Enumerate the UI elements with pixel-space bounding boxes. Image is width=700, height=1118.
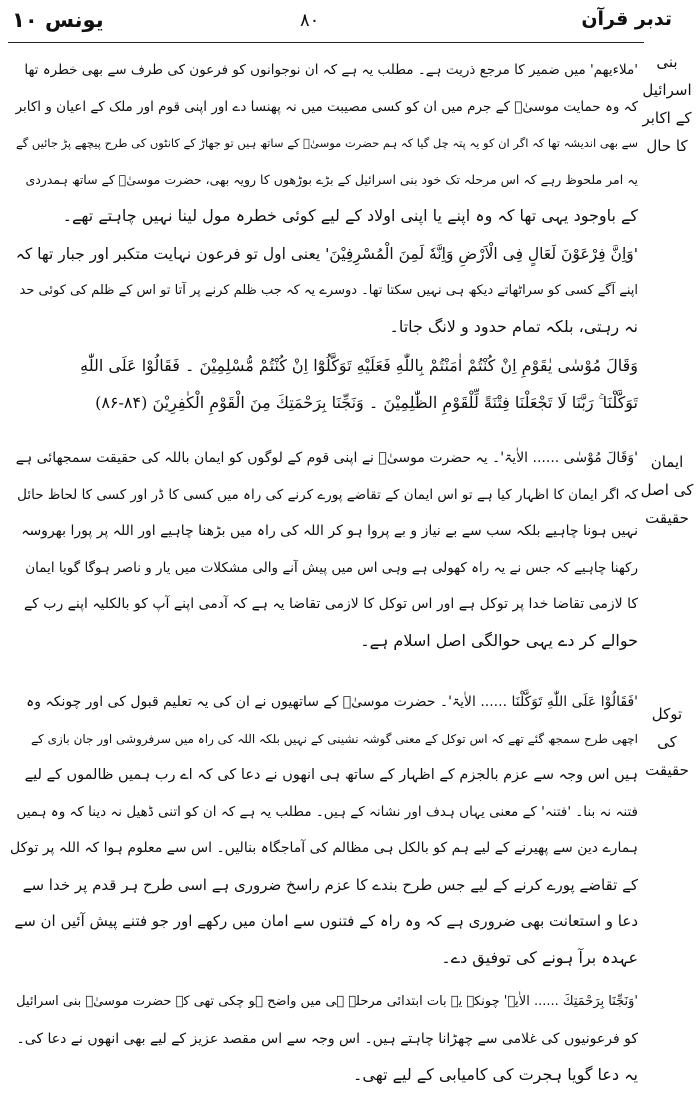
text-line: ہمارے دین سے پھیرنے کے لیے ہم کو بالکل ہی مظالم کی آماجگاہ بنالیں۔ اس سے معلوم ہوا کہ اللہ پر توکل <box>10 840 638 856</box>
text-line: اچھی طرح سمجھ گئے تھے کہ اس توکل کے معنی گوشہ نشینی کے نہیں بلکہ اللہ کی راہ میں سرفروشی اور جان بازی کے <box>31 731 638 746</box>
text-line: عہدہ برآ ہونے کی توفیق دے۔ <box>441 947 638 967</box>
text-line: کے تقاضے پورے کرنے کے لیے جس طرح بندے کا عزم راسخ ضروری ہے اسی طرح ہر قدم پر خدا سے <box>22 875 638 894</box>
paragraph-4 <box>10 440 638 659</box>
verse-line: تَوَكَّلْنَا ۚ رَبَّنَا لَا تَجْعَلْنَا فِتْنَةً لِّلْقَوْمِ الظّٰلِمِیْنَ ۔ وَنَجِّنَا بِرَحْمَتِكَ مِنَ الْقَوْمِ الْكٰفِرِیْنَ (۸۴-۸۶) <box>95 392 638 412</box>
surah-label: یونس ۱۰ <box>12 8 104 32</box>
text-line: کہ اگر ایمان کا اظہار کیا ہے تو اس ایمان کے تقاضے پورے کرنے کی راہ میں کسی کا ڈر اور کسی کا لحاظ حائل <box>17 486 638 503</box>
paragraph-1 <box>10 52 638 235</box>
page-number: ۸۰ <box>300 10 320 31</box>
text-line: 'وَنَجِّنَا بِرَحْمَتِكَ ...... الاٰیۃ' چونکہ یہ بات ابتدائی مرحلے ہی میں واضح ہو چکی تھی کہ حضرت موسیٰؑ بنی اسرائیل <box>16 994 638 1009</box>
text-line: فتنہ نہ بنا۔ 'فتنہ' کے معنی یہاں ہدف اور نشانہ کے ہیں۔ مطلب یہ ہے کہ ان کو اتنی ڈھیل نہ دینا کہ وہ ہمیں <box>16 803 638 820</box>
paragraph-2 <box>10 236 638 346</box>
text-line: کا لازمی تقاضا خدا پر توکل ہے اور اس توکل کا لازمی تقاضا یہ ہے کہ آدمی اپنے آپ کو بالکلیہ اپنے رب کے <box>23 596 638 612</box>
text-line: نہیں ہونا چاہیے بلکہ سب سے بے نیاز و بے پروا ہو کر اللہ کی راہ میں بڑھنا چاہیے اور اللہ پر پورا بھروسہ <box>21 523 638 539</box>
paragraph-5 <box>10 684 638 976</box>
margin-note-elders: بنی اسرائیل کے اکابر کا حال <box>642 53 692 155</box>
verse-line: وَقَالَ مُوْسٰی یٰقَوْمِ اِنْ كُنْتُمْ اٰمَنْتُمْ بِاللّٰهِ فَعَلَیْهِ تَوَكَّلُوْٓا اِنْ كُنْتُمْ مُّسْلِمِیْنَ ۔ فَقَالُوْا عَلَی اللّٰهِ <box>80 356 638 375</box>
text-line: اپنے آگے کسی کو سراٹھاتے دیکھ ہی نہیں سکتا تھا۔ دوسرے یہ کہ جب ظلم کرنے پر آتا تو اس کے ظلم کی کوئی حد <box>19 282 638 298</box>
text-line: رکھنا چاہیے کہ جس نے یہ راہ کھولی ہے وہی اس میں پیش آنے والی مشکلات میں یار و ناصر ہوگا گویا ایمان <box>25 559 638 576</box>
text-line: 'وَقَالَ مُوْسٰی ...... الاٰیۃ'۔ یہ حضرت موسیٰؑ نے اپنی قوم کے لوگوں کو ایمان باللہ کی حقیقت سمجھائی ہے <box>15 450 638 466</box>
text-line: 'وَاِنَّ فِرْعَوْنَ لَعَالٍ فِی الْاَرْضِ وَاِنَّهٗ لَمِنَ الْمُسْرِفِیْنَ' یعنی اول تو فرعون نہایت متکبر اور جبار تھا کہ <box>15 245 638 263</box>
text-line: کے باوجود یہی تھا کہ وہ اپنے یا اپنی اولاد کے لیے کوئی خطرہ مول لینا نہیں چاہتے تھے۔ <box>62 206 638 225</box>
header-rule <box>8 42 644 43</box>
text-line: یہ امر ملحوظ رہے کہ اس مرحلہ تک خود بنی اسرائیل کے بڑے بوڑھوں کا رویہ بھی، حضرت موسیٰؑ کے ساتھ ہمدردی <box>25 171 638 187</box>
text-line: یہ دعا گویا ہجرت کی کامیابی کے لیے تھی۔ <box>353 1065 638 1084</box>
text-line: 'فَقَالُوْا عَلَی اللّٰهِ تَوَكَّلْنَا ...... الاٰیۃ'۔ حضرت موسیٰؑ کے ساتھیوں نے ان کی یہ تعلیم قبول کی اور چونکہ وہ <box>26 694 638 710</box>
text-line: حوالے کر دے یہی حوالگی اصل اسلام ہے۔ <box>360 630 638 650</box>
paragraph-6 <box>10 984 638 1094</box>
text-line: نہ رہتی، بلکہ تمام حدود و لانگ جاتا۔ <box>389 317 638 336</box>
text-line: ہیں اس وجہ سے عزم بالجزم کے اظہار کے ساتھ ہی انھوں نے دعا کی کہ اے رب ہمیں ظالموں کے لیے <box>24 767 638 783</box>
text-line: دعا و استعانت بھی ضروری ہے کہ وہ راہ کے فتنوں سے امان میں رکھے اور جو فتنے پیش آئیں ان سے <box>14 912 638 930</box>
text-line: 'ملاءیھم' میں ضمیر کا مرجع ذریت ہے۔ مطلب یہ ہے کہ ان نوجوانوں کو فرعون کی طرف سے بھی خطرہ تھا <box>24 62 638 78</box>
verse-block <box>10 348 638 421</box>
text-line: کہ وہ حمایت موسیٰؑ کے جرم میں ان کو کسی مصیبت میں نہ پھنسا دے اور اپنی قوم اور ملک کے اعیان و اکابر <box>15 98 638 115</box>
text-line: کو فرعونیوں کی غلامی سے چھڑانا چاہتے ہیں۔ اس وجہ سے اس مقصد عزیز کے لیے بھی انھوں نے دعا کی۔ <box>16 1030 638 1047</box>
margin-note-faith: ایمان کی اصل حقیقت <box>640 453 694 527</box>
text-line: سے بھی اندیشہ تھا کہ اگر ان کو یہ پتہ چل گیا کہ ہم حضرت موسیٰؑ کے ساتھ ہیں تو جھاڑ کے کانٹوں کی طرح پیچھے پڑ جائیں گے <box>16 136 638 150</box>
page-header <box>0 6 700 40</box>
book-title: تدبر قرآن <box>581 8 672 30</box>
margin-note-tawakkul: توکل کی حقیقت <box>645 705 689 779</box>
